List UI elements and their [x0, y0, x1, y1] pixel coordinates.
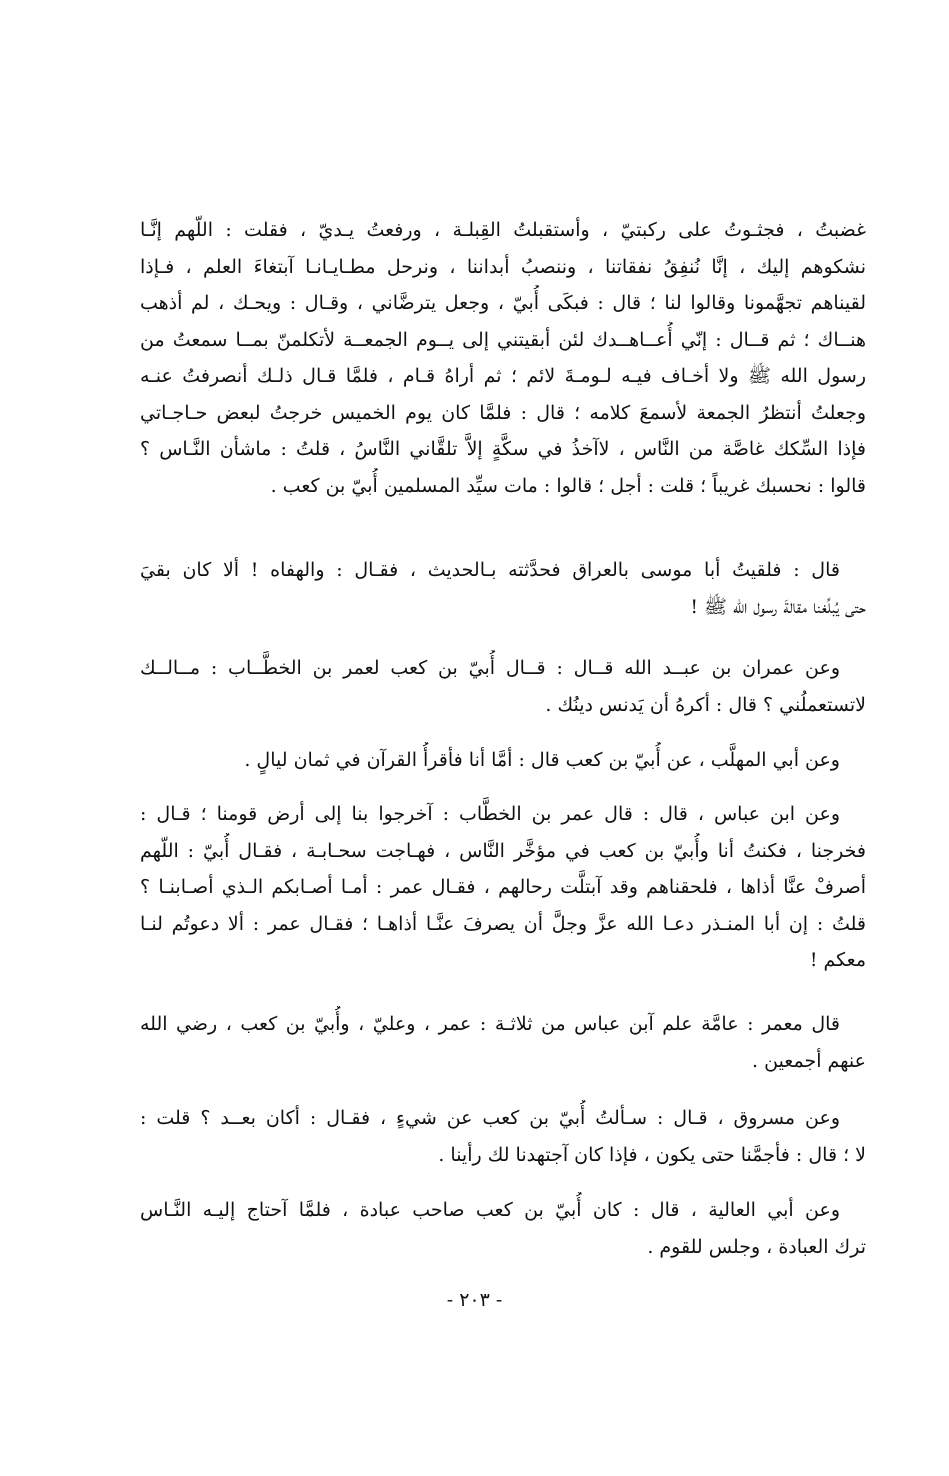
text-line: وعن أبي المهلَّب ، عن أُبيّ بن كعب قال : أمَّا أنا فأقرأُ القرآن في ثمان ليالٍ . — [244, 749, 840, 771]
text-line: لاتستعملُني ؟ قال : أكرهُ أن يَدنس دينُك . — [545, 693, 866, 716]
text-line: وعن ابن عباس ، قال : قال عمر بن الخطَّاب : آخرجوا بنا إلى أرض قومنا ؛ قـال : — [140, 803, 840, 825]
text-line: قلتُ : إن أبا المنـذر دعـا الله عزَّ وجلَّ أن يصرفَ عنَّـا أذاهـا ؛ فقـال عمر : ألا دعوتُم لنـا — [140, 912, 866, 935]
text-line: وعن أبي العالية ، قال : كان أُبيّ بن كعب صاحب عبادة ، فلمَّا آحتاج إليـه النَّـاس — [140, 1199, 840, 1221]
text-line: قالوا : نحسبك غريباً ؛ قلت : أجل ؛ قالوا : مات سيِّد المسلمين أُبيّ بن كعب . — [270, 474, 866, 497]
text-line: قال : فلقيتُ أبا موسى بالعراق فحدَّثته بـالحديث ، فقـال : والهفاه ! ألا كان بقيَ — [140, 559, 840, 581]
paragraph-8 — [140, 1192, 866, 1265]
text-line: حتى يُبلِّغنا مقالةَ رسول الله ﷺ ! — [690, 595, 866, 618]
paragraph-6 — [140, 1006, 866, 1079]
page-number: - ٢٠٣ - — [446, 1289, 503, 1311]
text-line: وجعلتُ أنتظرُ الجمعة لأسمعَ كلامه ؛ قال : فلمَّا كان يوم الخميس خرجتُ لبعض حـاجـاتي — [140, 401, 866, 424]
text-line: ترك العبادة ، وجلس للقوم . — [647, 1235, 866, 1258]
text-line: غضبتُ ، فجثـوتُ على ركبتيّ ، وأستقبلتُ القِبلـة ، ورفعتُ يـديّ ، فقلت : اللّهم إنَّـا — [140, 219, 866, 241]
text-line: فإذا السِّكك غاصَّة من النَّاس ، لاآخذُ في سكَّةٍ إلاَّ تلقَّاني النَّاسُ ، قلتُ : ماشأن النَّـاس ؟ — [140, 438, 866, 460]
text-line: هنــاك ؛ ثم قــال : إنّي أُعــاهــدك لئن أبقيتني إلى يــوم الجمعــة لأتكلمنّ بمــا سمعتُ من — [140, 328, 866, 351]
paragraph-1 — [140, 212, 866, 504]
text-line: لا ؛ قال : فأجمَّنا حتى يكون ، فإذا كان آجتهدنا لك رأينا . — [438, 1143, 866, 1166]
text-line: قال معمر : عامَّة علم آبن عباس من ثلاثـة : عمر ، وعليّ ، وأُبيّ بن كعب ، رضي الله — [140, 1013, 840, 1035]
text-line: وعن مسروق ، قـال : سـألتُ أُبيّ بن كعب عن شيءٍ ، فقـال : أكان بعــد ؟ قلت : — [140, 1107, 840, 1129]
text-line: رسول الله ﷺ ولا أخـاف فيـه لـومـةَ لائم ؛ ثم أراهُ قـام ، فلمَّا قـال ذلـك أنصرفتُ عنـه — [140, 365, 866, 387]
paragraph-7 — [140, 1100, 866, 1173]
paragraph-4 — [140, 742, 866, 779]
text-line: أصرفْ عنَّا أذاها ، فلحقناهم وقد آبتلَّت رحالهم ، فقـال عمر : أمـا أصـابكم الـذي أصـابنـا ؟ — [140, 876, 866, 898]
paragraph-3 — [140, 650, 866, 723]
paragraph-5 — [140, 796, 866, 979]
text-line: وعن عمران بن عبــد الله قــال : قــال أُبيّ بن كعب لعمر بن الخطَّــاب : مــالــك — [140, 657, 840, 679]
text-line: نشكوهم إليك ، إنَّا نُنفِقُ نفقاتنا ، وننصبُ أبداننا ، ونرحل مطـايـانـا آبتغاءَ العلم ، فـإذا — [140, 255, 866, 278]
text-line: عنهم أجمعين . — [752, 1049, 866, 1072]
paragraph-2 — [140, 552, 866, 625]
text-line: فخرجنا ، فكنتُ أنا وأُبيّ بن كعب في مؤخَّر النَّاس ، فهـاجت سحـابـة ، فقـال أُبيّ : اللّهم — [140, 839, 866, 862]
text-line: معكم ! — [809, 949, 866, 971]
text-line: لقيناهم تجهَّمونا وقالوا لنا ؛ قال : فبكَى أُبيّ ، وجعل يترضَّاني ، وقـال : ويحـك ، لم أذهب — [140, 292, 866, 314]
